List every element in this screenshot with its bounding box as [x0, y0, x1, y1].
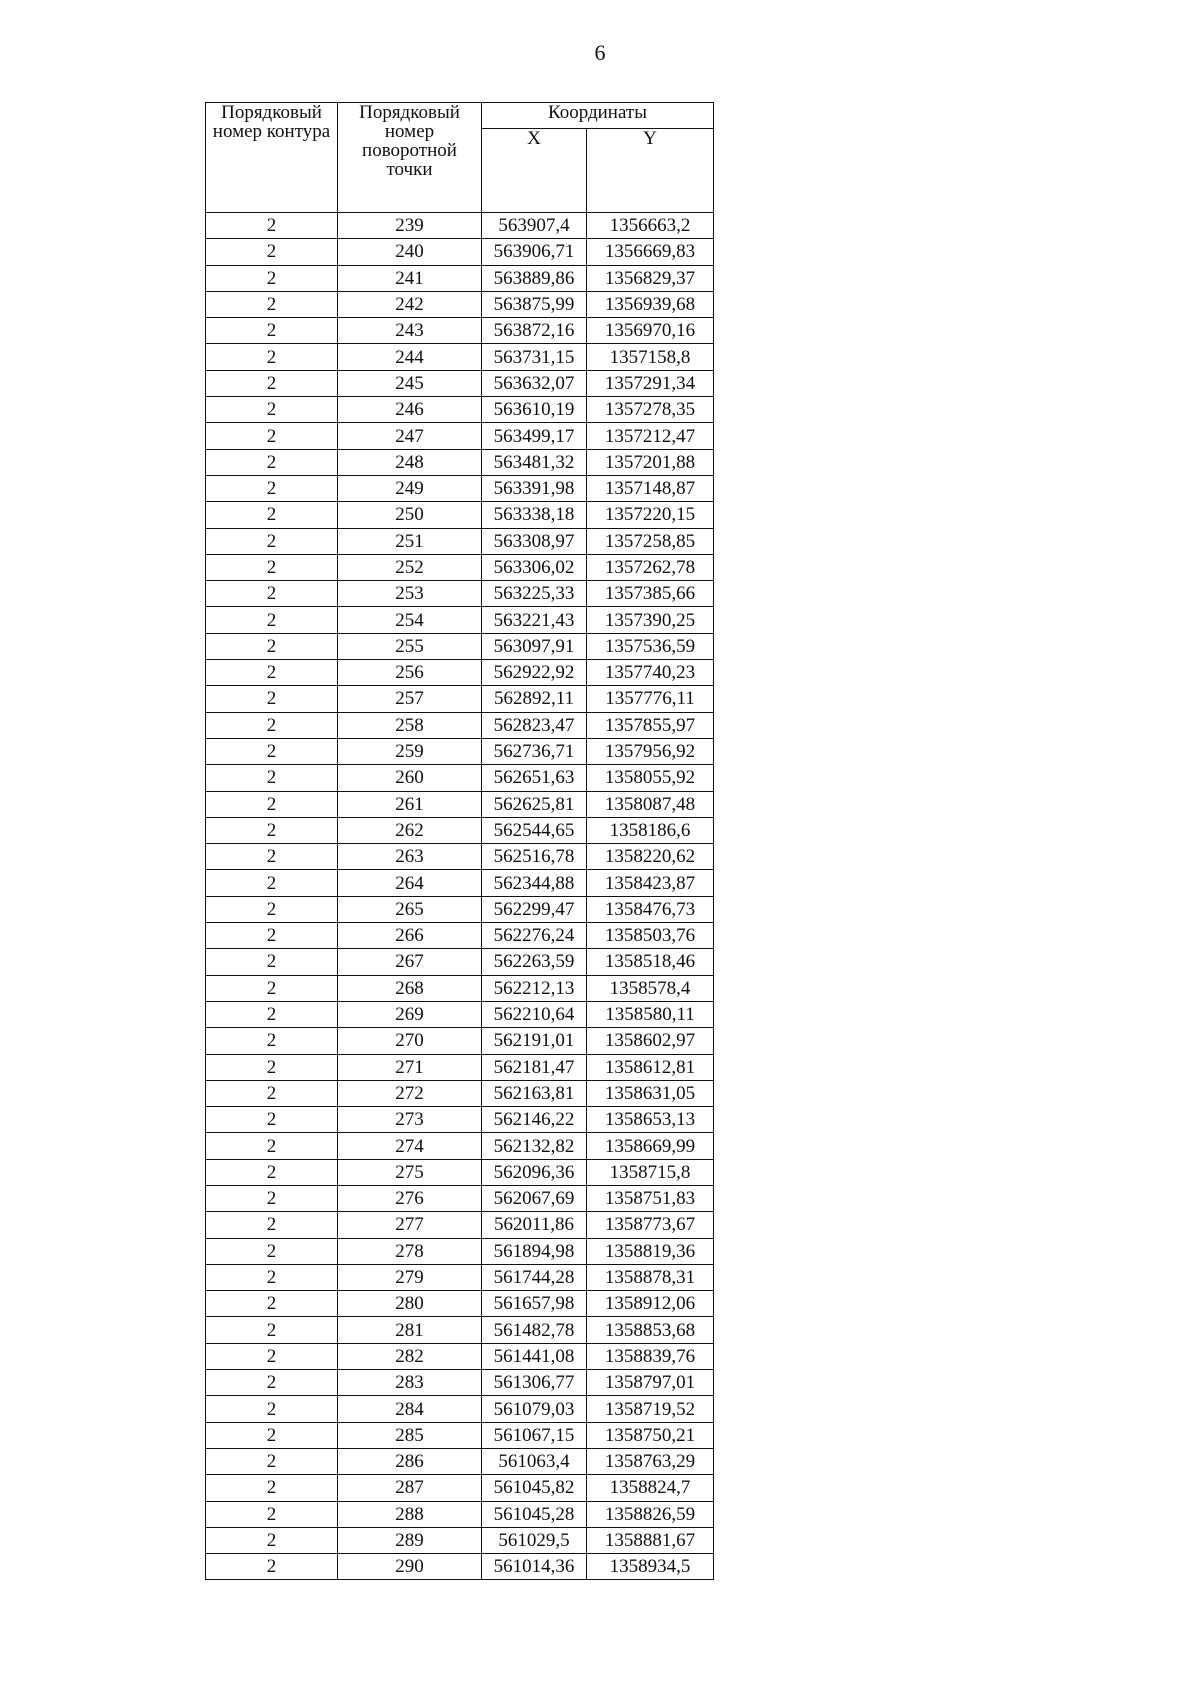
cell-point: 251 [338, 528, 482, 554]
cell-y: 1358220,62 [587, 844, 714, 870]
cell-point: 264 [338, 870, 482, 896]
cell-contour: 2 [206, 1370, 338, 1396]
cell-contour: 2 [206, 475, 338, 501]
cell-y: 1358087,48 [587, 791, 714, 817]
cell-y: 1356829,37 [587, 265, 714, 291]
cell-contour: 2 [206, 1291, 338, 1317]
cell-y: 1358751,83 [587, 1185, 714, 1211]
cell-x: 561306,77 [482, 1370, 587, 1396]
cell-point: 255 [338, 633, 482, 659]
cell-y: 1357536,59 [587, 633, 714, 659]
cell-y: 1358819,36 [587, 1238, 714, 1264]
cell-point: 241 [338, 265, 482, 291]
table-row [206, 528, 714, 554]
cell-point: 245 [338, 370, 482, 396]
cell-contour: 2 [206, 1317, 338, 1343]
cell-x: 562163,81 [482, 1080, 587, 1106]
cell-y: 1358580,11 [587, 1001, 714, 1027]
cell-x: 562516,78 [482, 844, 587, 870]
cell-point: 283 [338, 1370, 482, 1396]
cell-point: 266 [338, 923, 482, 949]
cell-x: 562011,86 [482, 1212, 587, 1238]
cell-point: 256 [338, 660, 482, 686]
cell-x: 563221,43 [482, 607, 587, 633]
table-row [206, 660, 714, 686]
cell-contour: 2 [206, 949, 338, 975]
cell-x: 562181,47 [482, 1054, 587, 1080]
cell-contour: 2 [206, 423, 338, 449]
header-coordinates: Координаты [482, 103, 714, 129]
cell-point: 248 [338, 449, 482, 475]
table-row [206, 239, 714, 265]
table-row [206, 1054, 714, 1080]
cell-contour: 2 [206, 1159, 338, 1185]
cell-y: 1357148,87 [587, 475, 714, 501]
header-y: Y [587, 129, 714, 213]
cell-y: 1357262,78 [587, 554, 714, 580]
cell-contour: 2 [206, 213, 338, 239]
cell-point: 253 [338, 581, 482, 607]
cell-contour: 2 [206, 1080, 338, 1106]
table-row [206, 817, 714, 843]
cell-point: 279 [338, 1264, 482, 1290]
cell-y: 1358912,06 [587, 1291, 714, 1317]
cell-y: 1357158,8 [587, 344, 714, 370]
cell-y: 1356939,68 [587, 291, 714, 317]
cell-point: 243 [338, 318, 482, 344]
cell-point: 244 [338, 344, 482, 370]
cell-y: 1358423,87 [587, 870, 714, 896]
table-row [206, 1159, 714, 1185]
cell-contour: 2 [206, 1238, 338, 1264]
cell-y: 1358881,67 [587, 1527, 714, 1553]
cell-y: 1358653,13 [587, 1107, 714, 1133]
cell-point: 260 [338, 765, 482, 791]
cell-x: 562096,36 [482, 1159, 587, 1185]
cell-contour: 2 [206, 923, 338, 949]
cell-point: 258 [338, 712, 482, 738]
cell-point: 239 [338, 213, 482, 239]
cell-x: 563338,18 [482, 502, 587, 528]
cell-contour: 2 [206, 370, 338, 396]
cell-y: 1358824,7 [587, 1475, 714, 1501]
cell-contour: 2 [206, 660, 338, 686]
cell-point: 285 [338, 1422, 482, 1448]
cell-x: 562651,63 [482, 765, 587, 791]
cell-y: 1358669,99 [587, 1133, 714, 1159]
cell-point: 261 [338, 791, 482, 817]
cell-y: 1357212,47 [587, 423, 714, 449]
cell-contour: 2 [206, 1422, 338, 1448]
table-row [206, 975, 714, 1001]
table-row [206, 1554, 714, 1580]
table-row [206, 1448, 714, 1474]
cell-point: 281 [338, 1317, 482, 1343]
cell-y: 1358578,4 [587, 975, 714, 1001]
cell-contour: 2 [206, 528, 338, 554]
cell-point: 242 [338, 291, 482, 317]
cell-point: 246 [338, 397, 482, 423]
table-row [206, 1370, 714, 1396]
cell-y: 1357258,85 [587, 528, 714, 554]
cell-point: 249 [338, 475, 482, 501]
cell-x: 563875,99 [482, 291, 587, 317]
cell-x: 561482,78 [482, 1317, 587, 1343]
cell-x: 563906,71 [482, 239, 587, 265]
cell-x: 561079,03 [482, 1396, 587, 1422]
cell-point: 280 [338, 1291, 482, 1317]
header-point-number: Порядковый номер поворотной точки [338, 103, 482, 213]
cell-x: 562922,92 [482, 660, 587, 686]
table-row [206, 1212, 714, 1238]
cell-contour: 2 [206, 239, 338, 265]
cell-contour: 2 [206, 817, 338, 843]
cell-x: 562823,47 [482, 712, 587, 738]
cell-x: 563610,19 [482, 397, 587, 423]
cell-point: 278 [338, 1238, 482, 1264]
cell-point: 287 [338, 1475, 482, 1501]
cell-x: 563481,32 [482, 449, 587, 475]
cell-x: 562544,65 [482, 817, 587, 843]
header-x: X [482, 129, 587, 213]
table-row [206, 1185, 714, 1211]
table-row [206, 265, 714, 291]
table-row [206, 791, 714, 817]
cell-point: 284 [338, 1396, 482, 1422]
page-number: 6 [594, 40, 606, 65]
table-row [206, 633, 714, 659]
cell-y: 1357385,66 [587, 581, 714, 607]
cell-point: 272 [338, 1080, 482, 1106]
cell-y: 1358773,67 [587, 1212, 714, 1238]
cell-x: 561029,5 [482, 1527, 587, 1553]
cell-y: 1358186,6 [587, 817, 714, 843]
cell-point: 271 [338, 1054, 482, 1080]
coordinates-table [205, 102, 714, 1580]
table-row [206, 1291, 714, 1317]
table-row [206, 1422, 714, 1448]
cell-contour: 2 [206, 581, 338, 607]
table-row [206, 1527, 714, 1553]
table-body [206, 213, 714, 1580]
table-row [206, 1343, 714, 1369]
table-row [206, 1396, 714, 1422]
cell-contour: 2 [206, 896, 338, 922]
cell-contour: 2 [206, 1448, 338, 1474]
cell-y: 1358503,76 [587, 923, 714, 949]
cell-contour: 2 [206, 1264, 338, 1290]
cell-contour: 2 [206, 870, 338, 896]
table-row [206, 765, 714, 791]
table-row [206, 554, 714, 580]
table-row [206, 1001, 714, 1027]
cell-point: 262 [338, 817, 482, 843]
cell-y: 1358715,8 [587, 1159, 714, 1185]
table-row [206, 1475, 714, 1501]
table-row [206, 607, 714, 633]
cell-x: 561441,08 [482, 1343, 587, 1369]
cell-point: 286 [338, 1448, 482, 1474]
cell-y: 1358797,01 [587, 1370, 714, 1396]
table-header [206, 103, 714, 213]
cell-x: 563499,17 [482, 423, 587, 449]
table-row [206, 1501, 714, 1527]
cell-contour: 2 [206, 1028, 338, 1054]
table-row [206, 1028, 714, 1054]
cell-contour: 2 [206, 975, 338, 1001]
table-row [206, 1133, 714, 1159]
cell-y: 1358612,81 [587, 1054, 714, 1080]
cell-y: 1356669,83 [587, 239, 714, 265]
table-row [206, 844, 714, 870]
cell-contour: 2 [206, 1527, 338, 1553]
cell-x: 563308,97 [482, 528, 587, 554]
cell-point: 240 [338, 239, 482, 265]
cell-contour: 2 [206, 1396, 338, 1422]
cell-x: 562132,82 [482, 1133, 587, 1159]
cell-point: 270 [338, 1028, 482, 1054]
cell-contour: 2 [206, 1501, 338, 1527]
cell-contour: 2 [206, 1185, 338, 1211]
table-row [206, 475, 714, 501]
cell-point: 289 [338, 1527, 482, 1553]
cell-x: 561744,28 [482, 1264, 587, 1290]
cell-x: 563306,02 [482, 554, 587, 580]
cell-contour: 2 [206, 844, 338, 870]
cell-y: 1358719,52 [587, 1396, 714, 1422]
cell-point: 247 [338, 423, 482, 449]
cell-y: 1358853,68 [587, 1317, 714, 1343]
cell-y: 1358934,5 [587, 1554, 714, 1580]
cell-y: 1356970,16 [587, 318, 714, 344]
cell-x: 562263,59 [482, 949, 587, 975]
cell-x: 563889,86 [482, 265, 587, 291]
table-row [206, 213, 714, 239]
cell-point: 250 [338, 502, 482, 528]
cell-contour: 2 [206, 633, 338, 659]
cell-x: 561067,15 [482, 1422, 587, 1448]
table-row [206, 344, 714, 370]
cell-y: 1357220,15 [587, 502, 714, 528]
table-row [206, 291, 714, 317]
cell-point: 265 [338, 896, 482, 922]
table-row [206, 712, 714, 738]
table-row [206, 686, 714, 712]
cell-point: 274 [338, 1133, 482, 1159]
cell-x: 562736,71 [482, 738, 587, 764]
cell-y: 1357776,11 [587, 686, 714, 712]
cell-x: 563391,98 [482, 475, 587, 501]
table-row [206, 923, 714, 949]
table-row [206, 370, 714, 396]
cell-contour: 2 [206, 344, 338, 370]
cell-point: 290 [338, 1554, 482, 1580]
cell-contour: 2 [206, 712, 338, 738]
table-row [206, 581, 714, 607]
cell-x: 563907,4 [482, 213, 587, 239]
table-row [206, 949, 714, 975]
cell-x: 562276,24 [482, 923, 587, 949]
cell-point: 252 [338, 554, 482, 580]
cell-y: 1356663,2 [587, 213, 714, 239]
cell-x: 562299,47 [482, 896, 587, 922]
cell-x: 561045,82 [482, 1475, 587, 1501]
cell-x: 563632,07 [482, 370, 587, 396]
cell-contour: 2 [206, 1212, 338, 1238]
table-row [206, 423, 714, 449]
cell-y: 1357201,88 [587, 449, 714, 475]
table-row [206, 502, 714, 528]
cell-y: 1358602,97 [587, 1028, 714, 1054]
cell-contour: 2 [206, 554, 338, 580]
cell-x: 562067,69 [482, 1185, 587, 1211]
cell-x: 563225,33 [482, 581, 587, 607]
cell-point: 273 [338, 1107, 482, 1133]
cell-contour: 2 [206, 1343, 338, 1369]
cell-y: 1357278,35 [587, 397, 714, 423]
cell-point: 268 [338, 975, 482, 1001]
cell-contour: 2 [206, 1133, 338, 1159]
cell-y: 1358763,29 [587, 1448, 714, 1474]
cell-x: 561045,28 [482, 1501, 587, 1527]
table-row [206, 738, 714, 764]
cell-y: 1358476,73 [587, 896, 714, 922]
cell-y: 1357291,34 [587, 370, 714, 396]
table-row [206, 1317, 714, 1343]
cell-point: 254 [338, 607, 482, 633]
cell-contour: 2 [206, 318, 338, 344]
cell-x: 562344,88 [482, 870, 587, 896]
cell-contour: 2 [206, 397, 338, 423]
table-row [206, 1107, 714, 1133]
table-row [206, 1080, 714, 1106]
cell-point: 263 [338, 844, 482, 870]
cell-contour: 2 [206, 607, 338, 633]
cell-x: 561894,98 [482, 1238, 587, 1264]
cell-x: 562212,13 [482, 975, 587, 1001]
header-contour-number: Порядковый номер контура [206, 103, 338, 213]
table-row [206, 1238, 714, 1264]
cell-x: 563872,16 [482, 318, 587, 344]
cell-contour: 2 [206, 765, 338, 791]
cell-y: 1358878,31 [587, 1264, 714, 1290]
cell-contour: 2 [206, 449, 338, 475]
cell-y: 1358750,21 [587, 1422, 714, 1448]
cell-contour: 2 [206, 291, 338, 317]
cell-x: 562191,01 [482, 1028, 587, 1054]
table-row [206, 1264, 714, 1290]
cell-point: 288 [338, 1501, 482, 1527]
table-row [206, 449, 714, 475]
cell-point: 282 [338, 1343, 482, 1369]
table-row [206, 397, 714, 423]
cell-y: 1357855,97 [587, 712, 714, 738]
cell-y: 1358055,92 [587, 765, 714, 791]
cell-point: 259 [338, 738, 482, 764]
cell-contour: 2 [206, 1107, 338, 1133]
table-row [206, 870, 714, 896]
cell-x: 562146,22 [482, 1107, 587, 1133]
cell-contour: 2 [206, 265, 338, 291]
cell-contour: 2 [206, 1475, 338, 1501]
table-row [206, 318, 714, 344]
cell-contour: 2 [206, 686, 338, 712]
cell-y: 1358826,59 [587, 1501, 714, 1527]
cell-y: 1357390,25 [587, 607, 714, 633]
cell-point: 267 [338, 949, 482, 975]
cell-contour: 2 [206, 1001, 338, 1027]
cell-point: 275 [338, 1159, 482, 1185]
cell-y: 1358518,46 [587, 949, 714, 975]
cell-x: 562210,64 [482, 1001, 587, 1027]
table-row [206, 896, 714, 922]
cell-contour: 2 [206, 1554, 338, 1580]
cell-contour: 2 [206, 791, 338, 817]
cell-point: 257 [338, 686, 482, 712]
cell-contour: 2 [206, 738, 338, 764]
cell-contour: 2 [206, 1054, 338, 1080]
cell-x: 562892,11 [482, 686, 587, 712]
cell-y: 1357956,92 [587, 738, 714, 764]
cell-y: 1358839,76 [587, 1343, 714, 1369]
cell-x: 561063,4 [482, 1448, 587, 1474]
cell-x: 561014,36 [482, 1554, 587, 1580]
cell-x: 563097,91 [482, 633, 587, 659]
cell-x: 562625,81 [482, 791, 587, 817]
cell-point: 277 [338, 1212, 482, 1238]
cell-x: 563731,15 [482, 344, 587, 370]
cell-point: 269 [338, 1001, 482, 1027]
cell-x: 561657,98 [482, 1291, 587, 1317]
cell-y: 1357740,23 [587, 660, 714, 686]
cell-point: 276 [338, 1185, 482, 1211]
cell-y: 1358631,05 [587, 1080, 714, 1106]
cell-contour: 2 [206, 502, 338, 528]
